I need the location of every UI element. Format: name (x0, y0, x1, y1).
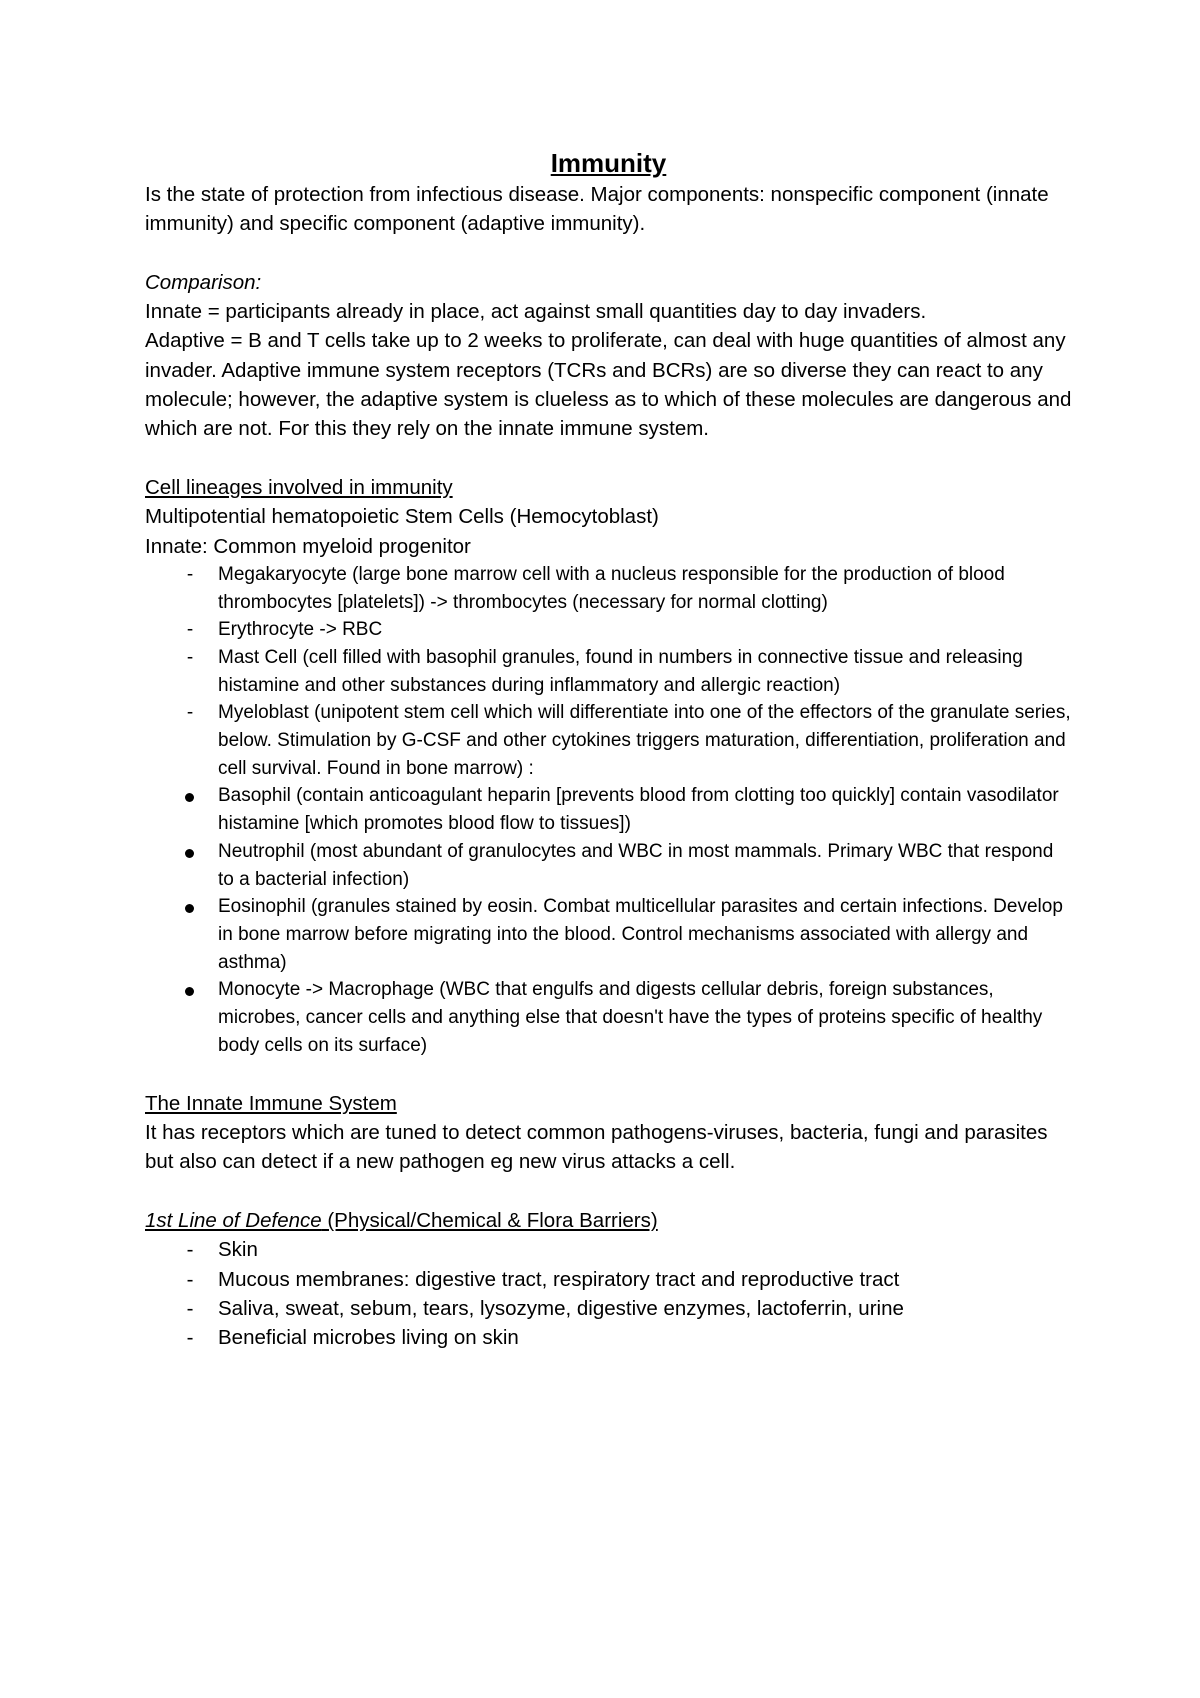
innate-progenitor-line: Innate: Common myeloid progenitor (145, 534, 471, 558)
spacer (145, 239, 1072, 268)
lineage-list-item (145, 976, 1072, 1059)
defence-list-item (145, 1265, 1072, 1294)
lineage-list-item (145, 644, 1072, 699)
lineages-heading: Cell lineages involved in immunity (145, 475, 453, 499)
lineage-item-text: Monocyte -> Macrophage (WBC that engulfs and digests cellular debris, foreign substances, microbes, cancer cells and anything else that doesn't have the types of proteins specific of healthy body cells on its surface) (218, 979, 1043, 1056)
lineage-item-text: Myeloblast (unipotent stem cell which will differentiate into one of the effectors of the granulate series, below. Stimulation by G-CSF and other cytokines triggers maturation, differentiation, proliferation and cell survival. Found in bone marrow) : (218, 702, 1071, 779)
innate-line: Innate = participants already in place, act against small quantities day to day invaders. (145, 300, 927, 324)
dash-marker: - (186, 1296, 194, 1320)
lineage-item-text: Neutrophil (most abundant of granulocytes and WBC in most mammals. Primary WBC that respond to a bacterial infection) (218, 840, 1054, 890)
defence-list-item (145, 1294, 1072, 1323)
lineage-item-text: Eosinophil (granules stained by eosin. Combat multicellular parasites and certain infections. Develop in bone marrow before migrating into the blood. Control mechanisms associated with allergy and asthma) (218, 896, 1063, 973)
adaptive-paragraph: Adaptive = B and T cells take up to 2 weeks to proliferate, can deal with huge quantities of almost any invader. Adaptive immune system receptors (TCRs and BCRs) are so diverse they can react to any molecule; however, the adaptive system is clueless as to which of these molecules are dangerous and which are not. For this they rely on the innate immune system. (145, 329, 1072, 441)
dash-marker: - (186, 619, 194, 641)
intro-paragraph: Is the state of protection from infectious disease. Major components: nonspecific component (innate immunity) and specific component (adaptive immunity). (145, 183, 1049, 236)
page-title: Immunity (550, 148, 667, 178)
lineage-item-text: Basophil (contain anticoagulant heparin [prevents blood from clotting too quickly] contain vasodilator histamine [which promotes blood flow to tissues]) (218, 785, 1059, 835)
spacer (145, 1177, 1072, 1206)
defence-item-text: Skin (218, 1238, 258, 1262)
spacer (145, 1060, 1072, 1089)
defence-item-text: Saliva, sweat, sebum, tears, lysozyme, digestive enzymes, lactoferrin, urine (218, 1296, 904, 1320)
comparison-heading: Comparison: (145, 270, 262, 294)
dash-marker: - (186, 646, 194, 668)
lineage-list-item (145, 699, 1072, 782)
lineage-item-text: Mast Cell (cell filled with basophil granules, found in numbers in connective tissue and releasing histamine and other substances during inflammatory and allergic reaction) (218, 646, 1023, 696)
lineage-list-item (145, 561, 1072, 616)
lineage-item-text: Erythrocyte -> RBC (218, 619, 383, 641)
defence-item-text: Mucous membranes: digestive tract, respiratory tract and reproductive tract (218, 1267, 900, 1291)
defence-item-text: Beneficial microbes living on skin (218, 1326, 519, 1350)
innate-system-paragraph: It has receptors which are tuned to detect common pathogens-viruses, bacteria, fungi and parasites but also can detect if a new pathogen eg new virus attacks a cell. (145, 1121, 1048, 1174)
lineage-list (145, 561, 1072, 1060)
dash-marker: - (186, 702, 194, 724)
stem-cells-line: Multipotential hematopoietic Stem Cells (Hemocytoblast) (145, 505, 659, 529)
innate-system-heading: The Innate Immune System (145, 1091, 397, 1115)
defence-list-item (145, 1323, 1072, 1352)
defence-list (145, 1235, 1072, 1352)
lineage-list-item (145, 616, 1072, 644)
dash-marker: - (186, 1267, 194, 1291)
dash-marker: - (186, 1326, 194, 1350)
dash-marker: - (186, 1238, 194, 1262)
lineage-item-text: Megakaryocyte (large bone marrow cell with a nucleus responsible for the production of blood thrombocytes [platelets]) -> thrombocytes (necessary for normal clotting) (218, 563, 1005, 613)
lineage-list-item (145, 782, 1072, 837)
dash-marker: - (186, 563, 194, 585)
lineage-list-item (145, 838, 1072, 893)
defence-heading (145, 1206, 1072, 1235)
defence-heading-rest: (Physical/Chemical & Flora Barriers) (321, 1209, 658, 1232)
defence-heading-italic: 1st Line of Defence (145, 1209, 322, 1232)
spacer (145, 444, 1072, 473)
defence-list-item (145, 1235, 1072, 1264)
lineage-list-item (145, 893, 1072, 976)
